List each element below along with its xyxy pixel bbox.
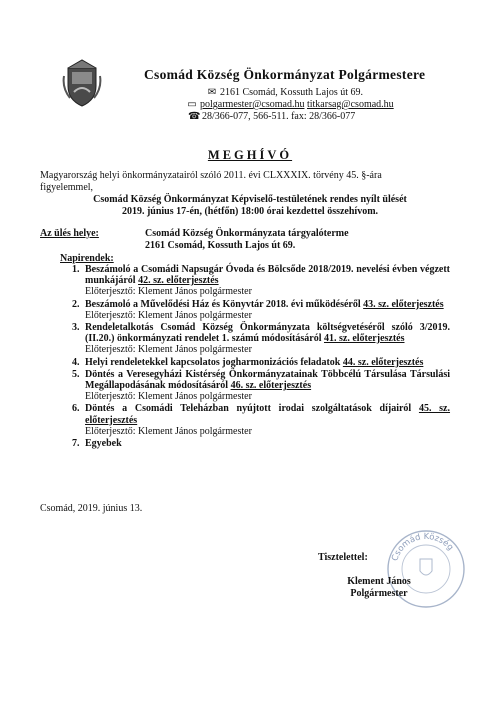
agenda-text: Beszámoló a Csomádi Napsugár Óvoda és Bölcsőde 2018/2019. nevelési évben végzett munkájáról — [85, 264, 450, 287]
agenda-presenter: Előterjesztő: Klement János polgármester — [85, 425, 252, 437]
agenda-text: Döntés a Veresegyházi Kistérség Önkormányzatainak Többcélú Társulása Társulási Megállapodásának módosításáról — [85, 368, 450, 392]
agenda-number: 4. — [72, 356, 80, 368]
header-address: 2161 Csomád, Kossuth Lajos út 69. — [220, 87, 364, 98]
agenda-list — [60, 264, 450, 450]
agenda-number: 3. — [72, 322, 80, 334]
agenda-ref: 41. sz. előterjesztés — [323, 333, 405, 345]
agenda-item — [60, 438, 450, 449]
intro-line-1: Magyarország helyi önkormányzatairól szóló 2011. évi CLXXXIX. törvény 45. §-ára — [40, 170, 382, 181]
agenda-presenter: Előterjesztő: Klement János polgármester — [85, 344, 252, 356]
agenda-text: Helyi rendeletekkel kapcsolatos jogharmonizációs feladatok — [85, 356, 341, 368]
signer-title: Polgármester — [350, 588, 408, 599]
venue-line-2: 2161 Csomád, Kossuth Lajos út 69. — [145, 240, 296, 251]
envelope-icon: ✉ — [207, 87, 217, 98]
agenda-number: 2. — [72, 298, 80, 310]
agenda-ref: 44. sz. előterjesztés — [342, 356, 424, 368]
agenda-text: Beszámoló a Művelődési Ház és Könyvtár 2018. évi működéséről — [85, 298, 361, 310]
document-date: Csomád, 2019. június 13. — [40, 503, 143, 514]
header-address-line — [206, 87, 363, 99]
agenda-ref: 42. sz. előterjesztés — [138, 275, 219, 287]
document-title: MEGHÍVÓ — [207, 148, 293, 162]
invite-line-2: 2019. június 17-én, (hétfőn) 18:00 órai kezdettel összehívom. — [121, 206, 379, 217]
agenda-text: Rendeletalkotás Csomád Község Önkormányzata költségvetéséről szóló 3/2019. (II.20.) önkormányzati rendelet 1. számú módosításáról — [85, 322, 450, 345]
header-phone-line — [188, 111, 355, 123]
venue-label: Az ülés helye: — [40, 228, 99, 239]
intro-line-2: figyelemmel, — [40, 182, 94, 193]
regards-text: Tisztelettel: — [318, 552, 368, 563]
agenda-presenter: Előterjesztő: Klement János polgármester — [85, 309, 252, 321]
agenda-number: 5. — [72, 368, 80, 380]
agenda-label: Napirendek: — [60, 253, 114, 264]
agenda-ref: 45. sz. előterjesztés — [85, 403, 451, 426]
agenda-item — [60, 357, 450, 368]
agenda-item — [60, 322, 450, 356]
agenda-ref: 43. sz. előterjesztés — [363, 298, 444, 310]
phone-icon: ☎ — [188, 111, 201, 122]
agenda-item — [60, 299, 450, 321]
agenda-item — [60, 369, 450, 403]
header-phone: 28/366-077, 566-511. fax: 28/366-077 — [202, 111, 356, 122]
agenda-number: 7. — [72, 438, 80, 450]
agenda-presenter: Előterjesztő: Klement János polgármester — [85, 391, 252, 403]
invite-line-1: Csomád Község Önkormányzat Képviselő-testületének rendes nyílt ülését — [93, 194, 407, 205]
agenda-item — [60, 264, 450, 298]
venue-line-1: Csomád Község Önkormányzata tárgyalóterme — [145, 228, 349, 239]
email-link-secretariat[interactable]: titkarsag@csomad.hu — [306, 99, 394, 110]
agenda-text: Egyebek — [85, 438, 122, 450]
coat-of-arms-icon — [62, 56, 102, 108]
email-link-mayor[interactable]: polgarmester@csomad.hu — [200, 99, 305, 110]
stamp-text: Csomád Község — [390, 531, 456, 563]
agenda-number: 6. — [72, 403, 80, 415]
agenda-item — [60, 403, 450, 437]
agenda-number: 1. — [72, 264, 80, 275]
agenda-ref: 46. sz. előterjesztés — [230, 380, 312, 392]
signer-name: Klement János — [347, 576, 411, 587]
header-email-line — [186, 99, 394, 111]
agenda-text: Döntés a Csomádi Teleházban nyújtott irodai szolgáltatások díjairól — [85, 403, 412, 415]
header-title: Csomád Község Önkormányzat Polgármestere — [144, 67, 426, 82]
agenda-presenter: Előterjesztő: Klement János polgármester — [85, 286, 252, 298]
computer-icon: ▭ — [187, 99, 197, 110]
